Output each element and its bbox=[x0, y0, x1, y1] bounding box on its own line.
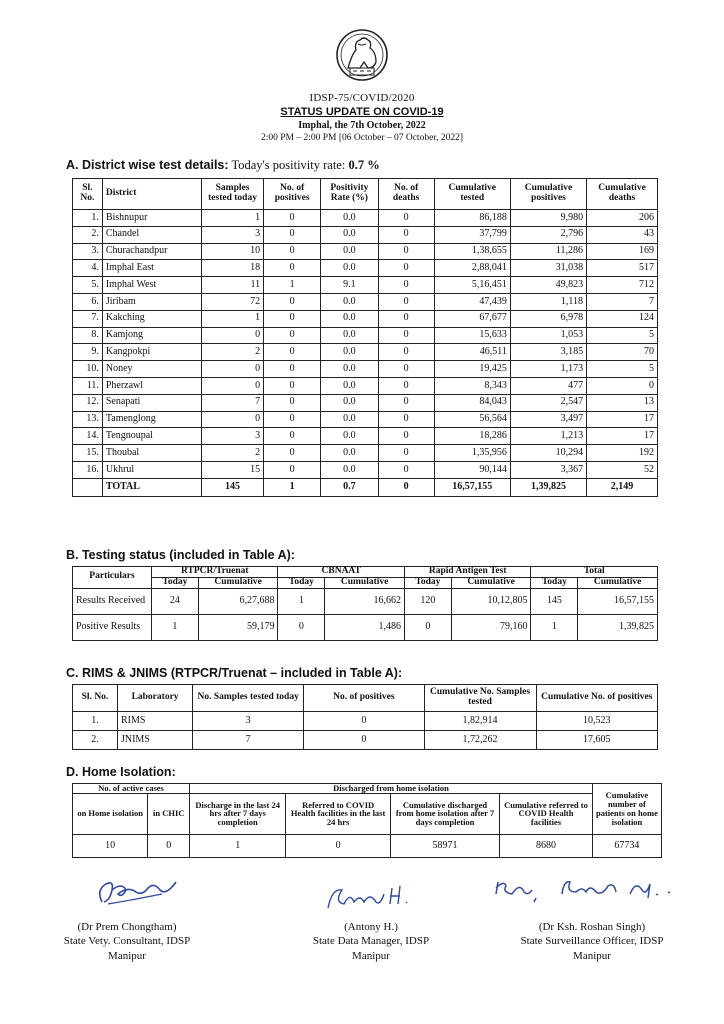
cell: 2. bbox=[73, 731, 118, 750]
cell: 0.0 bbox=[321, 260, 378, 277]
cell: 10,12,805 bbox=[451, 588, 531, 614]
cell: 1. bbox=[73, 210, 103, 227]
cell: Jiribam bbox=[102, 293, 201, 310]
signatory-place: Manipur bbox=[108, 949, 146, 962]
table-row bbox=[73, 377, 658, 394]
cell: 0 bbox=[201, 411, 263, 428]
cell: 8. bbox=[73, 327, 103, 344]
cell: 8680 bbox=[500, 834, 593, 857]
col-header: Cumulative tested bbox=[434, 179, 510, 210]
cell: 0 bbox=[264, 310, 321, 327]
cell: 18,286 bbox=[434, 428, 510, 445]
cell: 1,053 bbox=[510, 327, 586, 344]
cell: 16,57,155 bbox=[578, 588, 658, 614]
cell: 10 bbox=[201, 243, 263, 260]
cell: 79,160 bbox=[451, 614, 531, 640]
cell: Noney bbox=[102, 361, 201, 378]
cell: 3. bbox=[73, 243, 103, 260]
cell: JNIMS bbox=[117, 731, 192, 750]
cell: 1 bbox=[531, 614, 578, 640]
col-header: Cumulative positives bbox=[510, 179, 586, 210]
cell: 14. bbox=[73, 428, 103, 445]
cell: 13 bbox=[587, 394, 658, 411]
positivity-rate-label: Today's positivity rate: bbox=[228, 158, 349, 172]
cell: 59,179 bbox=[198, 614, 278, 640]
cell: 1,213 bbox=[510, 428, 586, 445]
col-header: Cumulative No. of positives bbox=[536, 685, 657, 712]
sub-header: Cumulative bbox=[325, 577, 405, 588]
table-row bbox=[73, 428, 658, 445]
table-subheader-row bbox=[73, 793, 662, 834]
signatory-1 bbox=[42, 920, 212, 963]
cell: 124 bbox=[587, 310, 658, 327]
cell: 3,185 bbox=[510, 344, 586, 361]
cell: 31,038 bbox=[510, 260, 586, 277]
cell: 0 bbox=[264, 377, 321, 394]
table-header-row bbox=[73, 179, 658, 210]
cell: Results Received bbox=[73, 588, 152, 614]
document-title: STATUS UPDATE ON COVID-19 bbox=[280, 106, 444, 118]
signatory-designation: State Vety. Consultant, IDSP bbox=[63, 935, 191, 948]
cell: 0.0 bbox=[321, 445, 378, 462]
cell: 37,799 bbox=[434, 226, 510, 243]
cell: 9. bbox=[73, 344, 103, 361]
cell bbox=[73, 478, 103, 496]
cell: 0 bbox=[264, 411, 321, 428]
signatory-designation: State Data Manager, IDSP bbox=[312, 935, 430, 948]
col-header: District bbox=[102, 179, 201, 210]
cell: 11,286 bbox=[510, 243, 586, 260]
cell: 15,633 bbox=[434, 327, 510, 344]
col-header: No. Samples tested today bbox=[193, 685, 304, 712]
cell: 1 bbox=[201, 310, 263, 327]
sub-header: in CHIC bbox=[148, 793, 190, 834]
cell: 0 bbox=[201, 361, 263, 378]
cell: 145 bbox=[201, 478, 263, 496]
sub-header: Cumulative referred to COVID Health facilities bbox=[500, 793, 593, 834]
cell: 67734 bbox=[592, 834, 661, 857]
table-row bbox=[73, 411, 658, 428]
cell: 18 bbox=[201, 260, 263, 277]
col-header: Cumulative deaths bbox=[587, 179, 658, 210]
table-row bbox=[73, 226, 658, 243]
reporting-period: 2:00 PM – 2:00 PM [06 October – 07 October, 2022] bbox=[260, 133, 463, 143]
cell: 8,343 bbox=[434, 377, 510, 394]
col-header: Laboratory bbox=[117, 685, 192, 712]
cell: 3,367 bbox=[510, 461, 586, 478]
cell: 7 bbox=[587, 293, 658, 310]
cell: 5 bbox=[587, 327, 658, 344]
place-date: Imphal, the 7th October, 2022 bbox=[298, 120, 426, 131]
table-row bbox=[73, 310, 658, 327]
cell: 0 bbox=[264, 260, 321, 277]
cell: 4. bbox=[73, 260, 103, 277]
cell: 11 bbox=[201, 277, 263, 294]
cell: 169 bbox=[587, 243, 658, 260]
signatory-name: (Antony H.) bbox=[344, 921, 398, 933]
cell: 0 bbox=[264, 210, 321, 227]
cell: 0.0 bbox=[321, 411, 378, 428]
cell: 15. bbox=[73, 445, 103, 462]
cell: 67,677 bbox=[434, 310, 510, 327]
table-row bbox=[73, 834, 662, 857]
cell: 0 bbox=[378, 310, 434, 327]
table-header-row bbox=[73, 567, 658, 578]
cell: 0 bbox=[264, 344, 321, 361]
cell: 0 bbox=[264, 428, 321, 445]
col-header: Sl. No. bbox=[73, 685, 118, 712]
section-c-heading: C. RIMS & JNIMS (RTPCR/Truenat – included in Table A): bbox=[66, 666, 403, 680]
cell: 0 bbox=[378, 445, 434, 462]
cell: 17,605 bbox=[536, 731, 657, 750]
table-row bbox=[73, 614, 658, 640]
cell: Ukhrul bbox=[102, 461, 201, 478]
cell: 0 bbox=[378, 243, 434, 260]
cell: 2,796 bbox=[510, 226, 586, 243]
cell: 0 bbox=[148, 834, 190, 857]
col-header: Positivity Rate (%) bbox=[321, 179, 378, 210]
cell: Imphal East bbox=[102, 260, 201, 277]
cell: 0 bbox=[264, 327, 321, 344]
cell: 0 bbox=[378, 327, 434, 344]
cell: 19,425 bbox=[434, 361, 510, 378]
cell: 3 bbox=[201, 428, 263, 445]
sub-header: Referred to COVID Health facilities in the last 24 hrs bbox=[286, 793, 391, 834]
cell: 52 bbox=[587, 461, 658, 478]
cell: 5,16,451 bbox=[434, 277, 510, 294]
cell: 1 bbox=[264, 478, 321, 496]
cell: 16,57,155 bbox=[434, 478, 510, 496]
cell: 1. bbox=[73, 712, 118, 731]
cell: 1,173 bbox=[510, 361, 586, 378]
cell: Churachandpur bbox=[102, 243, 201, 260]
cell: 0.0 bbox=[321, 377, 378, 394]
table-row bbox=[73, 344, 658, 361]
cell: 16,662 bbox=[325, 588, 405, 614]
cell: 12. bbox=[73, 394, 103, 411]
cell: Thoubal bbox=[102, 445, 201, 462]
cell: 56,564 bbox=[434, 411, 510, 428]
cell: 0 bbox=[378, 428, 434, 445]
cell: 3 bbox=[193, 712, 304, 731]
sub-header: Cumulative bbox=[578, 577, 658, 588]
cell: 206 bbox=[587, 210, 658, 227]
cell: 0.0 bbox=[321, 461, 378, 478]
cell: 0 bbox=[264, 226, 321, 243]
cell: 7 bbox=[193, 731, 304, 750]
sub-header: Today bbox=[404, 577, 451, 588]
cell: 0 bbox=[264, 445, 321, 462]
cell: 0 bbox=[378, 293, 434, 310]
cell: 0 bbox=[378, 226, 434, 243]
cell: 1 bbox=[264, 277, 321, 294]
cell: 0.7 bbox=[321, 478, 378, 496]
cell: 1 bbox=[152, 614, 199, 640]
cell: 1,486 bbox=[325, 614, 405, 640]
signatory-3 bbox=[492, 920, 692, 963]
sub-header: Cumulative bbox=[198, 577, 278, 588]
cell: 13. bbox=[73, 411, 103, 428]
cell: 1,72,262 bbox=[424, 731, 536, 750]
cell: 11. bbox=[73, 377, 103, 394]
cell: 0 bbox=[587, 377, 658, 394]
cell: 0.0 bbox=[321, 226, 378, 243]
cell: 0 bbox=[378, 411, 434, 428]
cell: 517 bbox=[587, 260, 658, 277]
rims-jnims-table bbox=[72, 684, 658, 750]
state-emblem-icon bbox=[334, 28, 390, 88]
cell: 0 bbox=[264, 293, 321, 310]
cell: 0.0 bbox=[321, 243, 378, 260]
cell: 2,149 bbox=[587, 478, 658, 496]
cell: 10,523 bbox=[536, 712, 657, 731]
table-row bbox=[73, 361, 658, 378]
cell: 17 bbox=[587, 411, 658, 428]
testing-status-table bbox=[72, 566, 658, 641]
cell: 0 bbox=[378, 478, 434, 496]
sub-header: Cumulative discharged from home isolation after 7 days completion bbox=[390, 793, 499, 834]
table-row bbox=[73, 210, 658, 227]
sub-header: Today bbox=[531, 577, 578, 588]
district-test-table bbox=[72, 178, 658, 497]
group-header: CBNAAT bbox=[278, 567, 404, 578]
cell: 3,497 bbox=[510, 411, 586, 428]
section-a-title: A. District wise test details: bbox=[66, 158, 229, 172]
group-header: Rapid Antigen Test bbox=[404, 567, 530, 578]
cell: 6,978 bbox=[510, 310, 586, 327]
cell: 0 bbox=[264, 243, 321, 260]
cell: 10. bbox=[73, 361, 103, 378]
cell: 16. bbox=[73, 461, 103, 478]
cell: 24 bbox=[152, 588, 199, 614]
cell: 49,823 bbox=[510, 277, 586, 294]
cell: 58971 bbox=[390, 834, 499, 857]
section-b-heading: B. Testing status (included in Table A): bbox=[66, 548, 295, 562]
cell: 1,39,825 bbox=[578, 614, 658, 640]
cell: 70 bbox=[587, 344, 658, 361]
cell: 0 bbox=[304, 712, 424, 731]
group-header: RTPCR/Truenat bbox=[152, 567, 278, 578]
cell: 0 bbox=[404, 614, 451, 640]
table-row bbox=[73, 731, 658, 750]
table-row bbox=[73, 588, 658, 614]
cell: 0.0 bbox=[321, 210, 378, 227]
cell: 0 bbox=[264, 361, 321, 378]
cell: 0 bbox=[264, 461, 321, 478]
cell: 2 bbox=[201, 445, 263, 462]
table-row bbox=[73, 712, 658, 731]
cell: 0.0 bbox=[321, 310, 378, 327]
cell: 84,043 bbox=[434, 394, 510, 411]
cell: 0 bbox=[378, 361, 434, 378]
cell: 0 bbox=[378, 461, 434, 478]
cell: Kamjong bbox=[102, 327, 201, 344]
cell: 0 bbox=[378, 344, 434, 361]
cell: 2,547 bbox=[510, 394, 586, 411]
signature-antony-h bbox=[320, 878, 430, 918]
sub-header: Discharge in the last 24 hrs after 7 days completion bbox=[190, 793, 286, 834]
cell: 0 bbox=[378, 394, 434, 411]
cell: 6,27,688 bbox=[198, 588, 278, 614]
cell: 47,439 bbox=[434, 293, 510, 310]
cell: Kakching bbox=[102, 310, 201, 327]
cell: 145 bbox=[531, 588, 578, 614]
cell: 0 bbox=[264, 394, 321, 411]
col-header: No. of deaths bbox=[378, 179, 434, 210]
signatory-2 bbox=[286, 920, 456, 963]
cell: 0 bbox=[378, 377, 434, 394]
cell: 9,980 bbox=[510, 210, 586, 227]
cell: 0.0 bbox=[321, 428, 378, 445]
cell: 1,38,655 bbox=[434, 243, 510, 260]
cell: Bishnupur bbox=[102, 210, 201, 227]
cell: 10,294 bbox=[510, 445, 586, 462]
signatory-place: Manipur bbox=[573, 949, 611, 962]
cell: 1,39,825 bbox=[510, 478, 586, 496]
cell: 5. bbox=[73, 277, 103, 294]
cell: 0 bbox=[378, 277, 434, 294]
signatory-place: Manipur bbox=[352, 949, 390, 962]
section-a-heading bbox=[66, 158, 380, 173]
group-header: Discharged from home isolation bbox=[190, 784, 593, 794]
cell: 17 bbox=[587, 428, 658, 445]
group-header: Total bbox=[531, 567, 658, 578]
sub-header: Today bbox=[278, 577, 325, 588]
cell: 712 bbox=[587, 277, 658, 294]
table-subheader-row bbox=[73, 577, 658, 588]
table-header-row bbox=[73, 685, 658, 712]
signatory-name: (Dr Prem Chongtham) bbox=[77, 921, 177, 933]
table-row bbox=[73, 445, 658, 462]
cell: Positive Results bbox=[73, 614, 152, 640]
cell: Tamenglong bbox=[102, 411, 201, 428]
cell: 1,82,914 bbox=[424, 712, 536, 731]
cell: 46,511 bbox=[434, 344, 510, 361]
cell: 10 bbox=[73, 834, 148, 857]
cell: Senapati bbox=[102, 394, 201, 411]
cell: Tengnoupal bbox=[102, 428, 201, 445]
table-row bbox=[73, 260, 658, 277]
cell: 1,118 bbox=[510, 293, 586, 310]
cell: 0.0 bbox=[321, 293, 378, 310]
cell: Imphal West bbox=[102, 277, 201, 294]
cell: 72 bbox=[201, 293, 263, 310]
sub-header: on Home isolation bbox=[73, 793, 148, 834]
cell: Pherzawl bbox=[102, 377, 201, 394]
col-header: Cumulative number of patients on home isolation bbox=[592, 784, 661, 835]
cell: 0 bbox=[286, 834, 391, 857]
cell: 2. bbox=[73, 226, 103, 243]
sub-header: Today bbox=[152, 577, 199, 588]
cell: TOTAL bbox=[102, 478, 201, 496]
cell: RIMS bbox=[117, 712, 192, 731]
cell: 2 bbox=[201, 344, 263, 361]
col-header: Samples tested today bbox=[201, 179, 263, 210]
col-header: Particulars bbox=[73, 567, 152, 589]
cell: 90,144 bbox=[434, 461, 510, 478]
cell: 1 bbox=[190, 834, 286, 857]
cell: 192 bbox=[587, 445, 658, 462]
cell: 0 bbox=[304, 731, 424, 750]
section-d-heading: D. Home Isolation: bbox=[66, 765, 176, 779]
cell: 9.1 bbox=[321, 277, 378, 294]
table-row bbox=[73, 327, 658, 344]
cell: Kangpokpi bbox=[102, 344, 201, 361]
cell: 1,35,956 bbox=[434, 445, 510, 462]
cell: 43 bbox=[587, 226, 658, 243]
cell: 1 bbox=[201, 210, 263, 227]
cell: 0.0 bbox=[321, 327, 378, 344]
cell: 6. bbox=[73, 293, 103, 310]
cell: 86,188 bbox=[434, 210, 510, 227]
cell: 477 bbox=[510, 377, 586, 394]
cell: 0.0 bbox=[321, 361, 378, 378]
cell: 0.0 bbox=[321, 344, 378, 361]
cell: 0 bbox=[378, 210, 434, 227]
cell: 7 bbox=[201, 394, 263, 411]
cell: 1 bbox=[278, 588, 325, 614]
cell: 0 bbox=[201, 327, 263, 344]
table-row bbox=[73, 293, 658, 310]
cell: 7. bbox=[73, 310, 103, 327]
table-header-row bbox=[73, 784, 662, 794]
col-header: No. of positives bbox=[264, 179, 321, 210]
cell: 0 bbox=[278, 614, 325, 640]
cell: 3 bbox=[201, 226, 263, 243]
cell: 15 bbox=[201, 461, 263, 478]
signature-roshan-singh bbox=[490, 872, 680, 912]
cell: Chandel bbox=[102, 226, 201, 243]
signatory-designation: State Surveillance Officer, IDSP bbox=[520, 935, 664, 948]
cell: 0.0 bbox=[321, 394, 378, 411]
table-row bbox=[73, 394, 658, 411]
table-row bbox=[73, 277, 658, 294]
group-header: No. of active cases bbox=[73, 784, 190, 794]
cell: 120 bbox=[404, 588, 451, 614]
cell: 0 bbox=[201, 377, 263, 394]
cell: 5 bbox=[587, 361, 658, 378]
home-isolation-table bbox=[72, 783, 662, 858]
positivity-rate-value: 0.7 % bbox=[348, 158, 380, 172]
reference-number: IDSP-75/COVID/2020 bbox=[309, 92, 415, 104]
total-row bbox=[73, 478, 658, 496]
sub-header: Cumulative bbox=[451, 577, 531, 588]
signature-prem-chongtham bbox=[92, 872, 182, 912]
cell: 0 bbox=[378, 260, 434, 277]
col-header: No. of positives bbox=[304, 685, 424, 712]
table-row bbox=[73, 243, 658, 260]
cell: 2,88,041 bbox=[434, 260, 510, 277]
signatory-name: (Dr Ksh. Roshan Singh) bbox=[538, 921, 646, 933]
col-header: Cumulative No. Samples tested bbox=[424, 685, 536, 712]
col-header: Sl. No. bbox=[73, 179, 103, 210]
table-row bbox=[73, 461, 658, 478]
